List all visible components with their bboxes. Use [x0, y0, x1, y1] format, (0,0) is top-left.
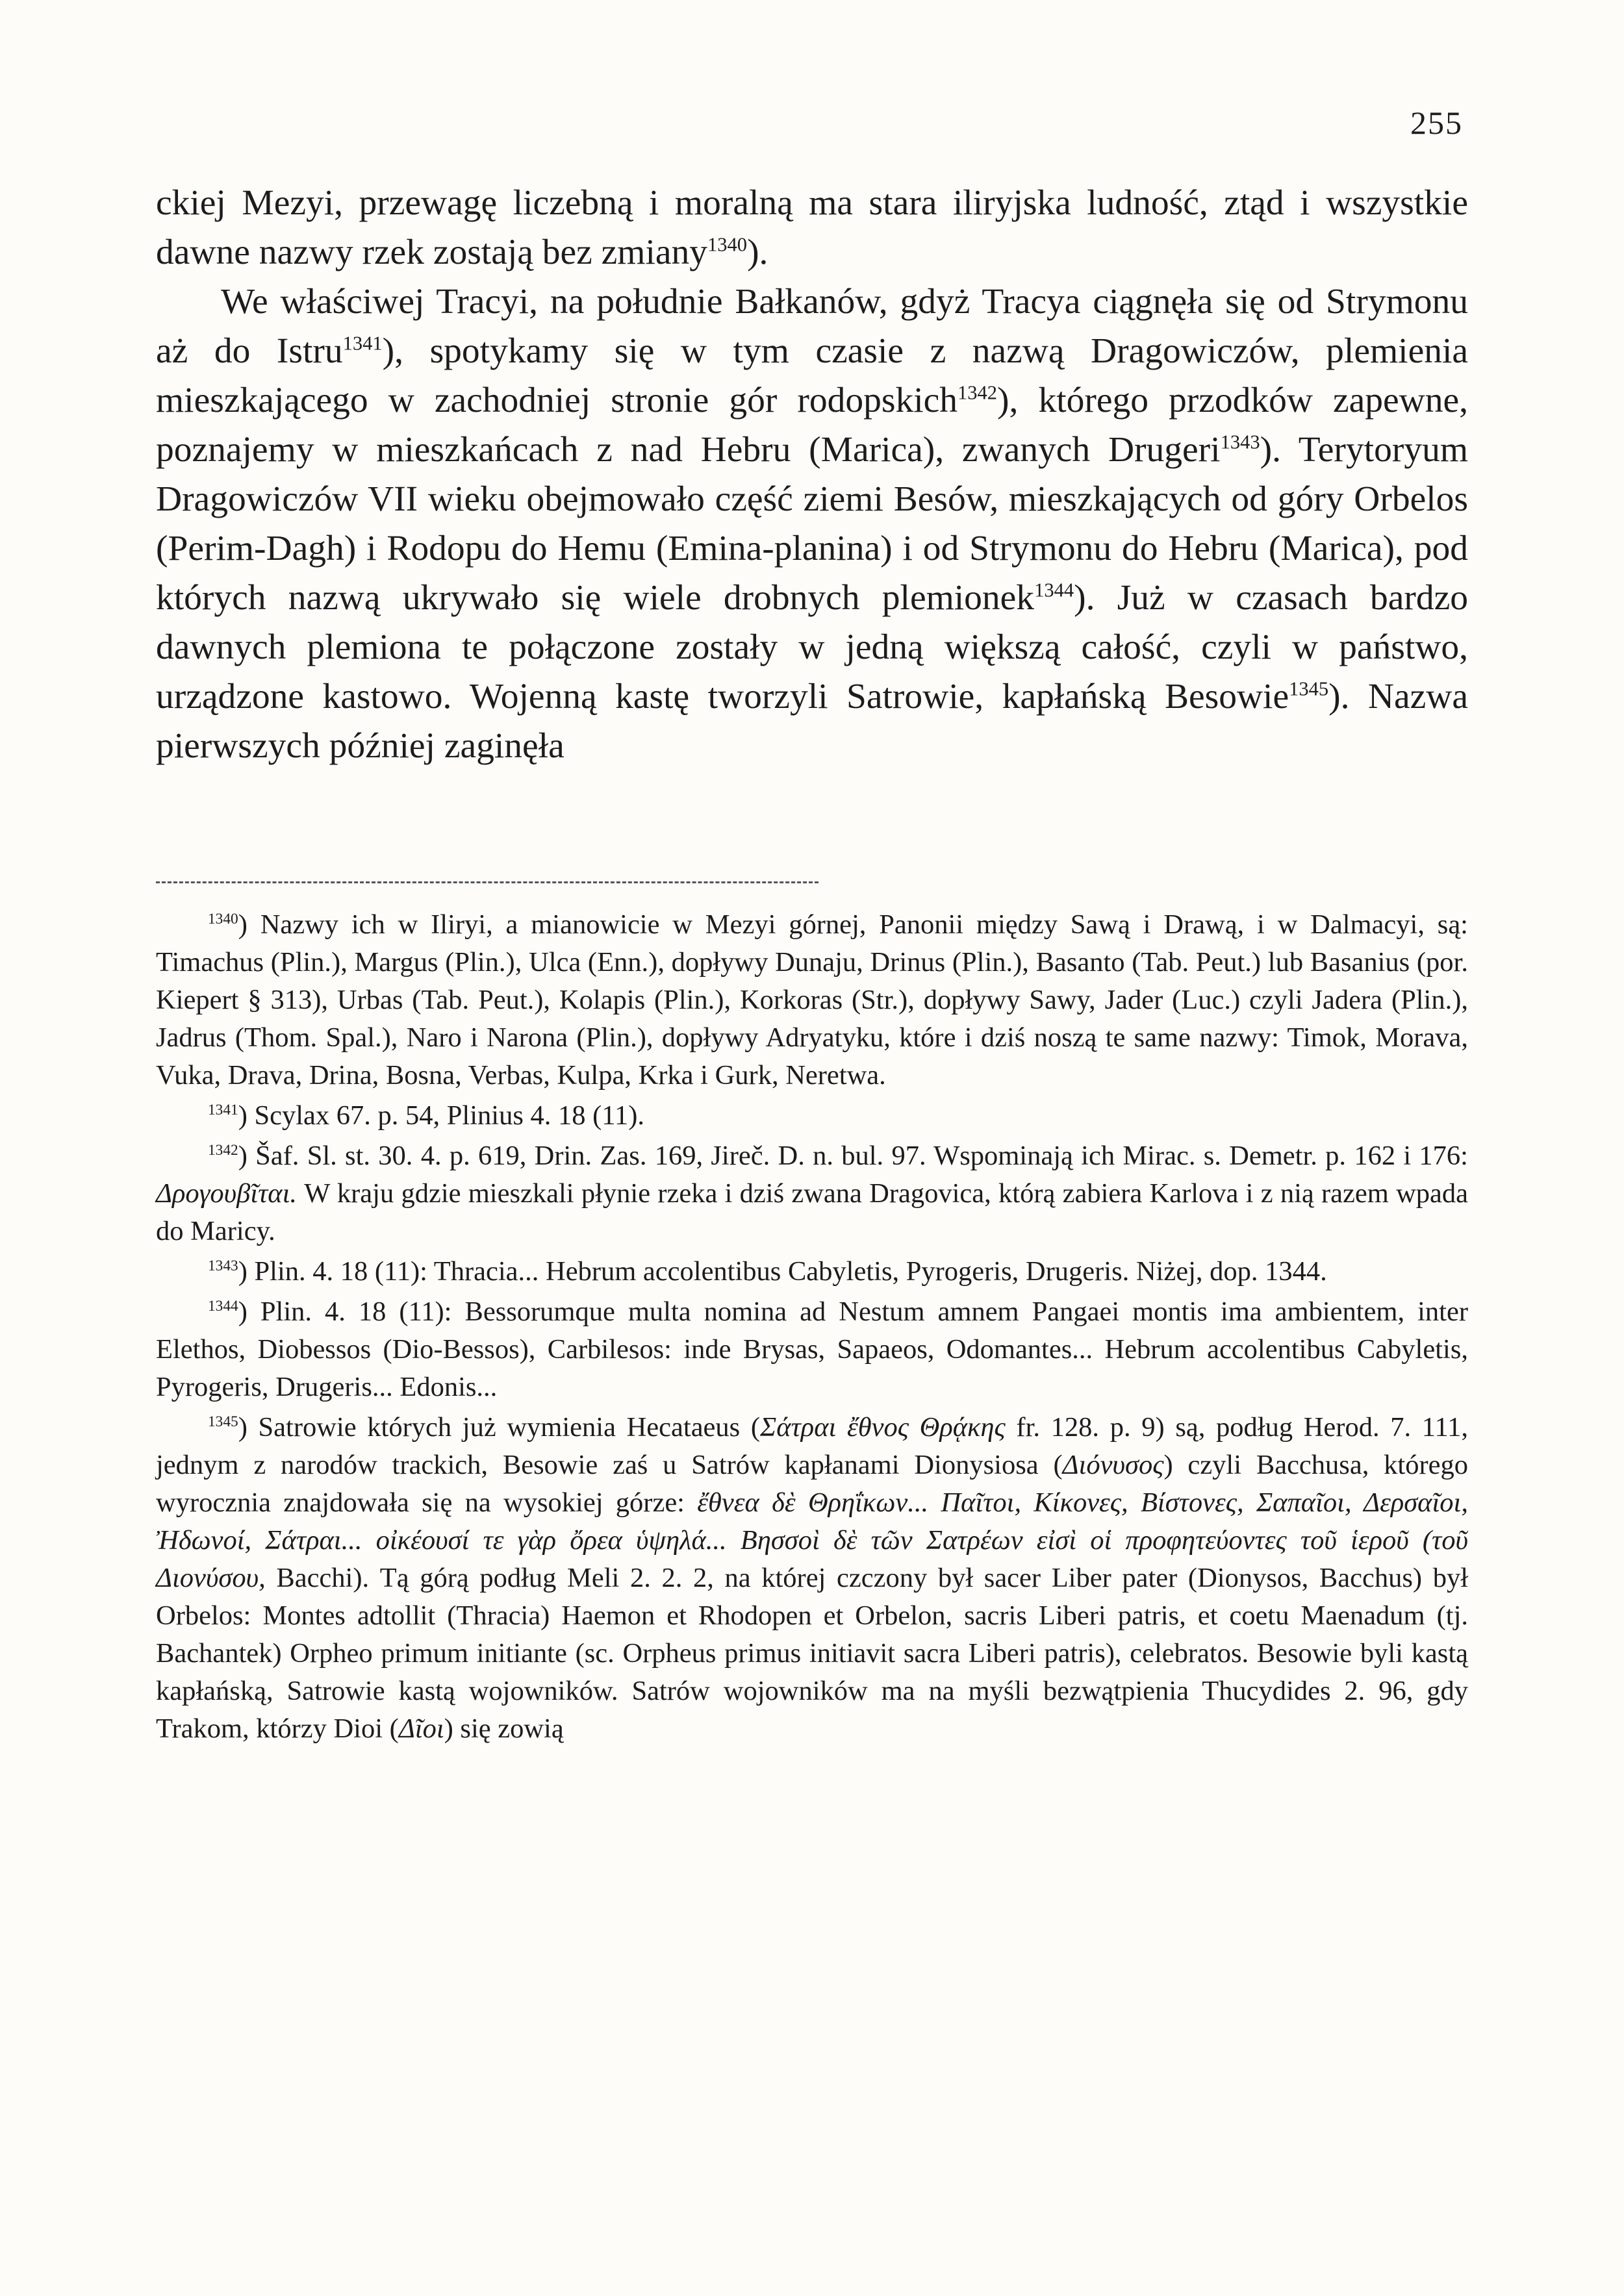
footnote-text: fr. 128. p. 9) są, podług Herod. 7. 111, jednym z narodów trackich, Besowie zaś u Satrów kapłanami Dionysiosa ( — [156, 1412, 1468, 1480]
footnote-1344 — [156, 1293, 1468, 1406]
paragraph-2-text-c: ), którego przodków zapewne, poznajemy w mieszkańcach z nad Hebru (Marica), zwanych Drugeri — [156, 381, 1469, 470]
footnote-ref-1340[interactable]: 1340 — [707, 233, 748, 256]
footnote-text: ) się zowią — [444, 1713, 564, 1744]
footnote-1343 — [156, 1253, 1468, 1291]
footnote-ref-1341[interactable]: 1341 — [342, 332, 383, 355]
greek-text: Σάτραι ἔθνος Θρᾴκης — [760, 1412, 1006, 1443]
footnote-1342 — [156, 1137, 1468, 1250]
footnote-text: ) Šaf. Sl. st. 30. 4. p. 619, Drin. Zas. 169, Jireč. D. n. bul. 97. Wspominają ich Mirac. s. Demetr. p. 162 i 176: — [238, 1141, 1468, 1171]
footnote-number: 1341 — [208, 1101, 238, 1118]
footnote-number: 1345 — [208, 1413, 238, 1430]
footnote-ref-1342[interactable]: 1342 — [958, 381, 998, 404]
paragraph-2-text-f: ). Nazwa pierwszych później zaginęła — [156, 677, 1468, 766]
paragraph-2-text-d: ). Terytoryum Dragowiczów VII wieku obejmowało część ziemi Besów, mieszkających od góry Orbelos (Perim-Dagh) i Rodopu do Hemu (Emina-planina) i od Strymonu do Hebru (Marica), pod których nazwą ukrywało się wiele drobnych plemionek — [156, 430, 1468, 618]
footnote-text: ) Satrowie których już wymienia Hecataeus ( — [238, 1412, 761, 1443]
footnote-1340 — [156, 906, 1468, 1094]
footnote-1341 — [156, 1097, 1468, 1135]
footnote-text: ) czyli Bacchusa, którego wyrocznia znajdowała się na wysokiej górze: — [156, 1450, 1468, 1518]
paragraph-2-text-b: ), spotykamy się w tym czasie z nazwą Dragowiczów, plemienia mieszkającego w zachodniej stronie gór rodopskich — [156, 331, 1469, 420]
paragraph-2-text-e: ). Już w czasach bardzo dawnych plemiona te połączone zostały w jedną większą całość, czyli w państwo, urządzone kastowo. Wojenną kastę tworzyli Satrowie, kapłańską Besowie — [156, 578, 1468, 716]
footnote-text: ) Nazwy ich w Iliryi, a mianowicie w Mezyi górnej, Panonii między Sawą i Drawą, i w Dalmacyi, są: Timachus (Plin.), Margus (Plin.), Ulca (Enn.), dopływy Dunaju, Drinus (Plin.), Basanto (Tab. Peut.) lub Basanius (por. Kiepert § 313), Urbas (Tab. Peut.), Kolapis (Plin.), Korkoras (Str.), dopływy Sawy, Jader (Luc.) czyli Jadera (Plin.), Jadrus (Thom. Spal.), Naro i Narona (Plin.), dopływy Adryatyku, które i dziś noszą te same nazwy: Timok, Morava, Vuka, Drava, Drina, Bosna, Verbas, Kulpa, Krka i Gurk, Neretwa. — [156, 909, 1468, 1091]
footnote-text: ) Plin. 4. 18 (11): Thracia... Hebrum accolentibus Cabyletis, Pyrogeris, Drugeris. Niżej, dop. 1344. — [238, 1256, 1327, 1287]
greek-text: ἔθνεα δὲ Θρηΐκων... Παῖτοι, Κίκονες, Βίστονες, Σαπαῖοι, Δερσαῖοι, Ἠδωνοί, Σάτραι... οἰκέουσί τε γὰρ ὄρεα ὑψηλά... Βησσοὶ δὲ τῶν Σατρέων εἰσὶ οἱ προφητεύοντες τοῦ ἱεροῦ (τοῦ Διονύσου, — [156, 1487, 1468, 1593]
greek-text: Δῖοι — [398, 1713, 444, 1744]
page-number: 255 — [1410, 105, 1463, 141]
main-text — [156, 179, 1468, 771]
footnote-number: 1343 — [208, 1257, 238, 1274]
footnote-text: W kraju gdzie mieszkali płynie rzeka i dziś zwana Dragovica, którą zabiera Karlova i z nią razem wpada do Maricy. — [156, 1178, 1468, 1246]
greek-text: Διόνυσος — [1062, 1450, 1164, 1480]
paragraph-2-text-a: We właściwej Tracyi, na południe Bałkanów, gdyż Tracya ciągnęła się od Strymonu aż do Istru — [156, 282, 1468, 371]
footnotes — [156, 906, 1468, 1750]
footnote-text: ) Scylax 67. p. 54, Plinius 4. 18 (11). — [238, 1100, 644, 1131]
footnote-ref-1345[interactable]: 1345 — [1289, 677, 1329, 700]
paragraph-2 — [156, 277, 1468, 771]
footnote-ref-1344[interactable]: 1344 — [1034, 579, 1074, 601]
footnote-number: 1344 — [208, 1297, 238, 1315]
footnote-number: 1340 — [208, 910, 238, 927]
paragraph-1-end: ). — [747, 233, 768, 272]
footnote-text: Bacchi). Tą górą podług Meli 2. 2. 2, na której czczony był sacer Liber pater (Dionysos, Bacchus) był Orbelos: Montes adtollit (Thracia) Haemon et Rhodopen et Orbelon, sacris Liberi patris, et coetu Maenadum (tj. Bachantek) Orpheo primum initiante (sc. Orpheus primus initiavit sacra Liberi patris), celebratos. Besowie byli kastą kapłańską, Satrowie kastą wojowników. Satrów wojowników ma na myśli bezwątpienia Thucydides 2. 96, gdy Trakom, którzy Dioi ( — [156, 1563, 1468, 1744]
footnote-ref-1343[interactable]: 1343 — [1220, 431, 1260, 453]
paragraph-1-text: ckiej Mezyi, przewagę liczebną i moralną ma stara iliryjska ludność, ztąd i wszystkie dawne nazwy rzek zostają bez zmiany — [156, 183, 1468, 272]
greek-text: Δρογουβῖται. — [156, 1178, 298, 1209]
footnote-text: ) Plin. 4. 18 (11): Bessorumque multa nomina ad Nestum amnem Pangaei montis ima ambientem, inter Elethos, Diobessos (Dio-Bessos), Carbilesos: inde Brysas, Sapaeos, Odomantes... Hebrum accolentibus Cabyletis, Pyrogeris, Drugeris... Edonis... — [156, 1296, 1468, 1402]
footnote-separator — [156, 881, 818, 883]
footnote-1345 — [156, 1409, 1468, 1748]
paragraph-1 — [156, 179, 1468, 277]
footnote-number: 1342 — [208, 1141, 238, 1159]
